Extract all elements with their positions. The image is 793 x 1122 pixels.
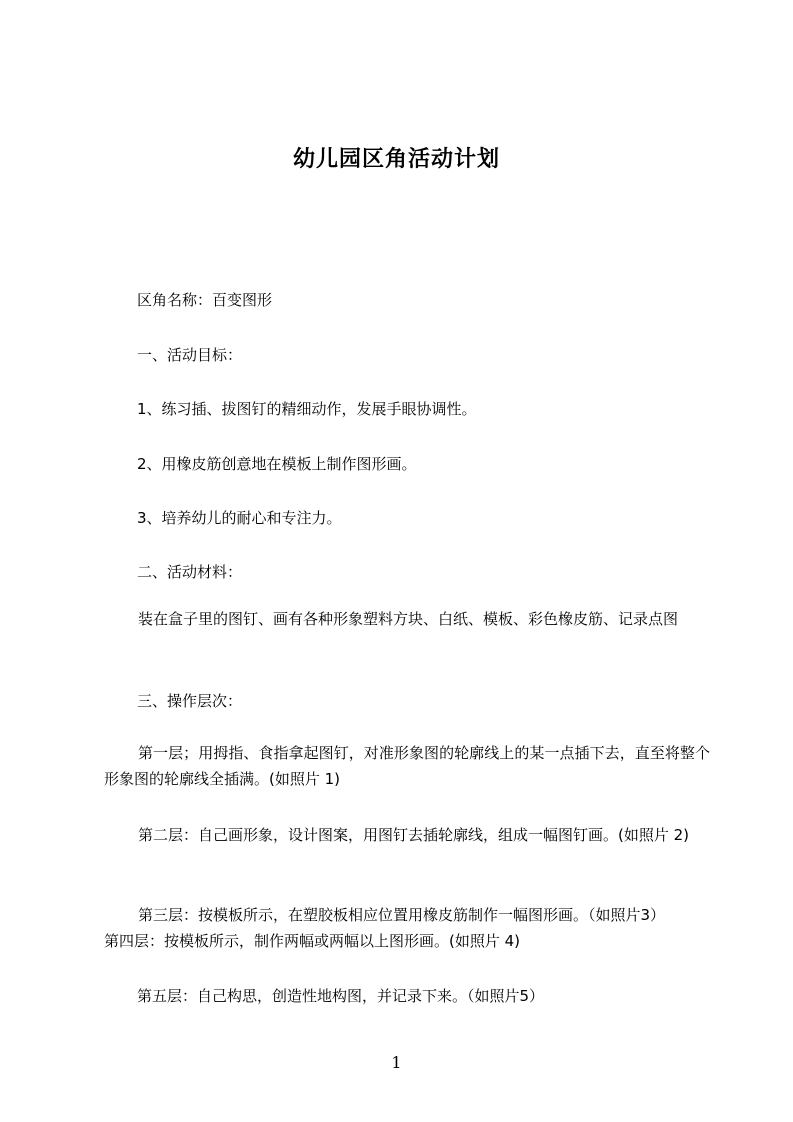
materials-paragraph: 装在盒子里的图钉、画有各种形象塑料方块、白纸、模板、彩色橡皮筋、记录点图 [138, 610, 679, 628]
level-3-paragraph: 第三层：按模板所示，在塑胶板相应位置用橡皮筋制作一幅图形画。（如照片3） [138, 906, 666, 924]
document-title: 幼儿园区角活动计划 [292, 147, 500, 172]
goal-item: 1、练习插、拔图钉的精细动作，发展手眼协调性。 [137, 400, 477, 418]
page-number: 1 [391, 1053, 402, 1072]
level-1-paragraph: 第一层；用拇指、食指拿起图钉，对准形象图的轮廓线上的某一点插下去，直至将整个形象图的轮廓线全插满。(如照片 1) [104, 744, 710, 788]
goals-heading: 一、活动目标： [137, 346, 243, 364]
level-2-paragraph: 第二层：自己画形象，设计图案，用图钉去插轮廓线，组成一幅图钉画。(如照片 2) [138, 826, 690, 844]
goal-item: 3、培养幼儿的耐心和专注力。 [137, 509, 342, 527]
goal-item: 2、用橡皮筋创意地在模板上制作图形画。 [137, 455, 417, 473]
level-4-paragraph: 第四层：按模板所示，制作两幅或两幅以上图形画。(如照片 4) [104, 932, 521, 950]
area-name-line: 区角名称：百变图形 [137, 291, 273, 309]
materials-heading: 二、活动材料： [137, 563, 243, 581]
level-5-paragraph: 第五层：自己构思，创造性地构图，并记录下来。（如照片5） [137, 987, 545, 1005]
levels-heading: 三、操作层次： [137, 692, 243, 710]
